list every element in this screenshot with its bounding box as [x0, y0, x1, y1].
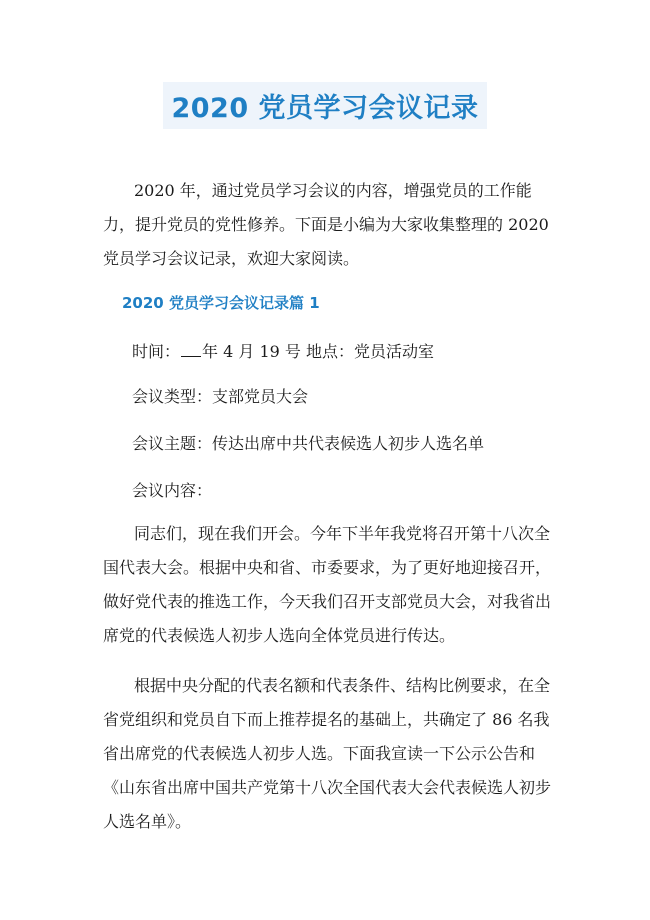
section-heading: 2020 党员学习会议记录篇 1 — [122, 294, 320, 312]
body-paragraph-1: 同志们，现在我们开会。今年下半年我党将召开第十八次全国代表大会。根据中央和省、市委要求，为了更好地迎接召开，做好党代表的推选工作，今天我们召开支部党员大会，对我省出席党的代表候选人初步人选向全体党员进行传达。 — [103, 524, 552, 645]
blank-underline — [181, 342, 201, 357]
meeting-theme-line: 会议主题：传达出席中共代表候选人初步人选名单 — [132, 434, 485, 453]
meeting-time-line — [132, 335, 434, 369]
intro-paragraph: 2020 年，通过党员学习会议的内容，增强党员的工作能力，提升党员的党性修养。下面是小编为大家收集整理的 2020 党员学习会议记录，欢迎大家阅读。 — [103, 181, 549, 268]
body-paragraph-2: 根据中央分配的代表名额和代表条件、结构比例要求，在全省党组织和党员自下而上推荐提名的基础上，共确定了 86 名我省出席党的代表候选人初步人选。下面我宣读一下公示公告和《山东省出席中国共产党第十八次全国代表大会代表候选人初步人选名单》。 — [103, 676, 552, 831]
document-title-text: 2020 党员学习会议记录 — [163, 82, 486, 129]
document-title — [0, 82, 650, 129]
time-label: 时间： — [132, 342, 181, 361]
meeting-type-line: 会议类型：支部党员大会 — [132, 387, 309, 406]
time-value: 年 4 月 19 号 地点：党员活动室 — [202, 342, 434, 361]
meeting-content-label: 会议内容： — [132, 481, 213, 500]
